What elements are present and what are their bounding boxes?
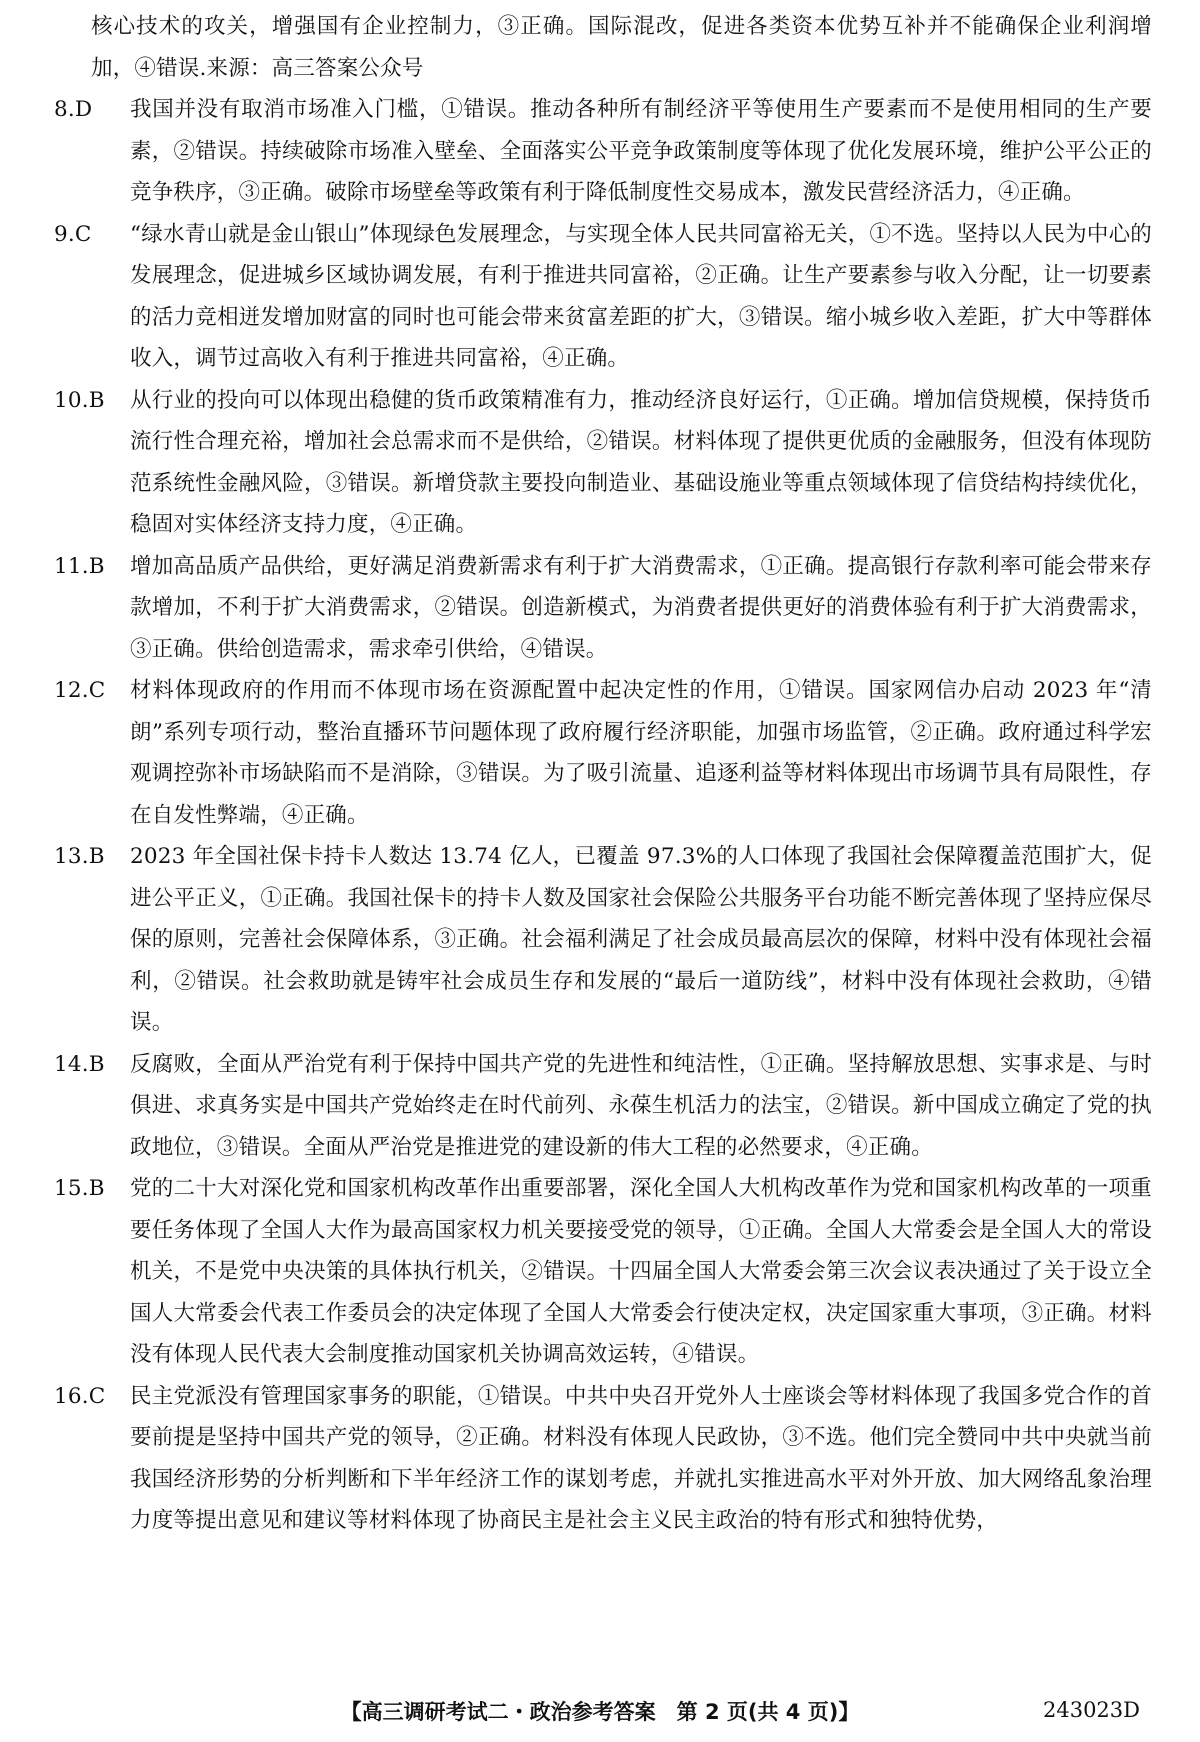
answer-number: 8.D: [54, 97, 93, 122]
continuation-paragraph: [54, 6, 1152, 89]
answer-item: [54, 1168, 1152, 1376]
answer-item: [54, 670, 1152, 836]
answer-number: 12.C: [54, 678, 106, 703]
answer-number: 14.B: [54, 1051, 105, 1077]
answer-explanation: 我国并没有取消市场准入门槛，①错误。推动各种所有制经济平等使用生产要素而不是使用相同的生产要素，②错误。持续破除市场准入壁垒、全面落实公平竞争政策制度等体现了优化发展环境，维护公平公正的竞争秩序，③正确。破除市场壁垒等政策有利于降低制度性交易成本，激发民营经济活力，④正确。: [130, 97, 1152, 205]
answer-number: 9.C: [54, 221, 92, 247]
footer-title: 【高三调研考试二・政治参考答案 第 2 页(共 4 页)】: [340, 1700, 860, 1724]
answer-explanation: 2023 年全国社保卡持卡人数达 13.74 亿人，已覆盖 97.3%的人口体现了我国社会保障覆盖范围扩大，促进公平正义，①正确。我国社保卡的持卡人数及国家社会保险公共服务平台功能不断完善体现了坚持应保尽保的原则，完善社会保障体系，③正确。社会福利满足了社会成员最高层次的保障，材料中没有体现社会福利，②错误。社会救助就是铸牢社会成员生存和发展的“最后一道防线”，材料中没有体现社会救助，④错误。: [130, 844, 1152, 1035]
answer-item: [54, 214, 1152, 380]
answer-explanation: “绿水青山就是金山银山”体现绿色发展理念，与实现全体人民共同富裕无关，①不选。坚持以人民为中心的发展理念，促进城乡区域协调发展，有利于推进共同富裕，②正确。让生产要素参与收入分配，让一切要素的活力竞相迸发增加财富的同时也可能会带来贫富差距的扩大，③错误。缩小城乡收入差距，扩大中等群体收入，调节过高收入有利于推进共同富裕，④正确。: [130, 221, 1152, 371]
continuation-text: 核心技术的攻关，增强国有企业控制力，③正确。国际混改，促进各类资本优势互补并不能确保企业利润增加，④错误.来源：高三答案公众号: [91, 14, 1152, 81]
answer-number: 11.B: [54, 553, 105, 579]
answer-number: 10.B: [54, 387, 105, 413]
answer-number: 16.C: [54, 1383, 106, 1409]
answer-item: [54, 1044, 1152, 1169]
answer-explanation: 反腐败，全面从严治党有利于保持中国共产党的先进性和纯洁性，①正确。坚持解放思想、实事求是、与时俱进、求真务实是中国共产党始终走在时代前列、永葆生机活力的法宝，②错误。新中国成立确定了党的执政地位，③错误。全面从严治党是推进党的建设新的伟大工程的必然要求，④正确。: [130, 1051, 1152, 1160]
answer-list: [54, 89, 1152, 1542]
answer-number: 15.B: [54, 1176, 105, 1201]
answer-item: [54, 1376, 1152, 1542]
answer-item: [54, 546, 1152, 671]
page-footer: [0, 1696, 1200, 1730]
answer-explanation: 材料体现政府的作用而不体现市场在资源配置中起决定性的作用，①错误。国家网信办启动 2023 年“清朗”系列专项行动，整治直播环节问题体现了政府履行经济职能，加强市场监管，②正确。政府通过科学宏观调控弥补市场缺陷而不是消除，③错误。为了吸引流量、追逐利益等材料体现出市场调节具有局限性，存在自发性弊端，④正确。: [130, 678, 1152, 828]
answer-item: [54, 380, 1152, 546]
answer-item: [54, 89, 1152, 214]
answer-explanation: 党的二十大对深化党和国家机构改革作出重要部署，深化全国人大机构改革作为党和国家机构改革的一项重要任务体现了全国人大作为最高国家权力机关要接受党的领导，①正确。全国人大常委会是全国人大的常设机关，不是党中央决策的具体执行机关，②错误。十四届全国人大常委会第三次会议表决通过了关于设立全国人大常委会代表工作委员会的决定体现了全国人大常委会行使决定权，决定国家重大事项，③正确。材料没有体现人民代表大会制度推动国家机关协调高效运转，④错误。: [130, 1176, 1152, 1367]
answer-explanation: 民主党派没有管理国家事务的职能，①错误。中共中央召开党外人士座谈会等材料体现了我国多党合作的首要前提是坚持中国共产党的领导，②正确。材料没有体现人民政协，③不选。他们完全赞同中共中央就当前我国经济形势的分析判断和下半年经济工作的谋划考虑，并就扎实推进高水平对外开放、加大网络乱象治理力度等提出意见和建议等材料体现了协商民主是社会主义民主政治的特有形式和独特优势，: [130, 1383, 1152, 1533]
answer-explanation: 从行业的投向可以体现出稳健的货币政策精准有力，推动经济良好运行，①正确。增加信贷规模，保持货币流行性合理充裕，增加社会总需求而不是供给，②错误。材料体现了提供更优质的金融服务，但没有体现防范系统性金融风险，③错误。新增贷款主要投向制造业、基础设施业等重点领域体现了信贷结构持续优化，稳固对实体经济支持力度，④正确。: [130, 387, 1152, 537]
answer-item: [54, 836, 1152, 1044]
answer-text: [54, 6, 1152, 1542]
answer-number: 13.B: [54, 844, 105, 869]
answer-explanation: 增加高品质产品供给，更好满足消费新需求有利于扩大消费需求，①正确。提高银行存款利率可能会带来存款增加，不利于扩大消费需求，②错误。创造新模式，为消费者提供更好的消费体验有利于扩大消费需求，③正确。供给创造需求，需求牵引供给，④错误。: [130, 553, 1152, 662]
footer-code: 243023D: [1042, 1698, 1140, 1722]
